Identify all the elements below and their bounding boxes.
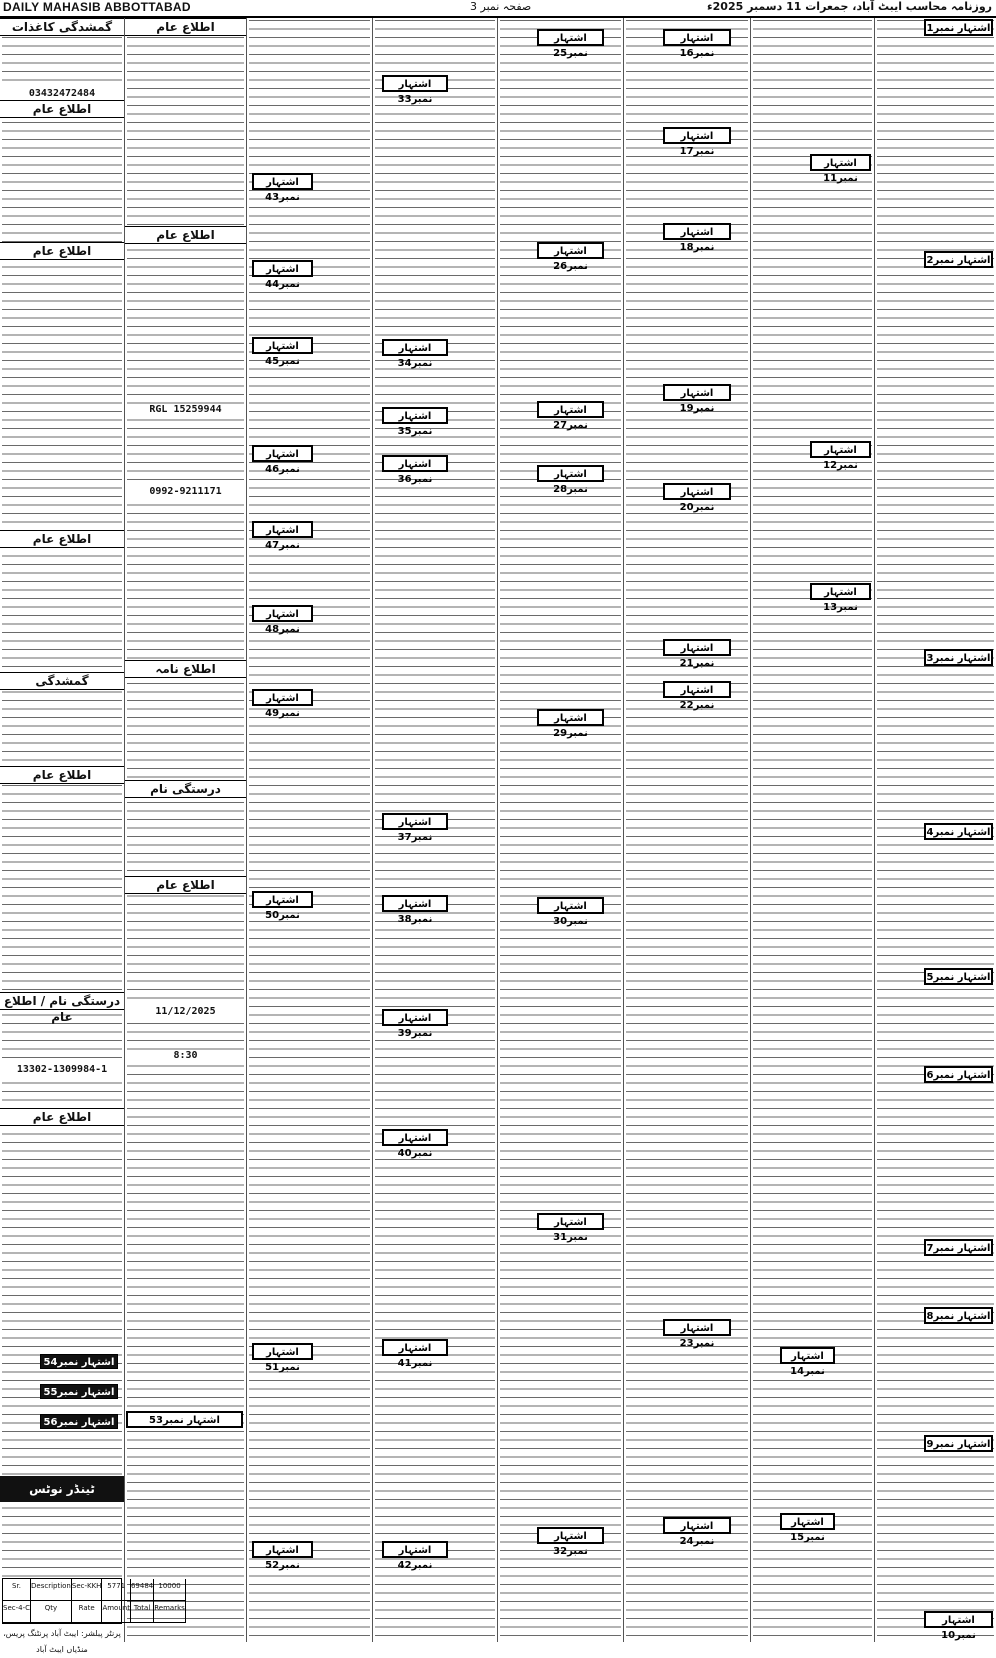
table-cell: Remarks [154,1601,186,1623]
ad-header-22: اشتہار نمبر22 [664,682,730,697]
ad-header-13: اشتہار نمبر13 [811,584,870,599]
reference-number: RGL 15259944 [125,404,246,418]
ad-header-35: اشتہار نمبر35 [383,408,447,423]
ad-header-30: اشتہار نمبر30 [538,898,603,913]
ad-header-9: اشتہار نمبر9 [925,1436,992,1451]
column-4 [497,18,623,1642]
notice-title-g: درستگی نام / اطلاع عام [0,992,124,1010]
ad-header-46: اشتہار نمبر46 [253,446,312,461]
table-cell: Qty [31,1601,72,1623]
ad-header-38: اشتہار نمبر38 [383,896,447,911]
ad-header-21: اشتہار نمبر21 [664,640,730,655]
text-lines [127,18,244,1642]
ad-header-2: اشتہار نمبر2 [925,252,992,267]
table-cell: Sec-KKH [72,1579,103,1601]
notice-title-h: اطلاع عام [0,1108,124,1126]
ad-header-31: اشتہار نمبر31 [538,1214,603,1229]
masthead [0,0,996,18]
column-5 [372,18,497,1642]
ad-header-18: اشتہار نمبر18 [664,224,730,239]
page-number: صفحہ نمبر 3 [470,0,532,13]
ad-header-3: اشتہار نمبر3 [925,650,992,665]
ad-header-37: اشتہار نمبر37 [383,814,447,829]
ad-header-50: اشتہار نمبر50 [253,892,312,907]
ad-header-26: اشتہار نمبر26 [538,243,603,258]
notice-title-a: گمشدگی کاغذات [0,18,124,36]
ad-header-41: اشتہار نمبر41 [383,1340,447,1355]
ad-header-24: اشتہار نمبر24 [664,1518,730,1533]
ad-header-45: اشتہار نمبر45 [253,338,312,353]
table-cell: 10000 [154,1579,186,1601]
ad-header-11: اشتہار نمبر11 [811,155,870,170]
ad-header-6: اشتہار نمبر6 [925,1067,992,1082]
ad-header-25: اشتہار نمبر25 [538,30,603,45]
ad-header-47: اشتہار نمبر47 [253,522,312,537]
notice-title-5: اطلاع عام [125,876,246,894]
table-cell: Description [31,1579,72,1601]
ad-header-12: اشتہار نمبر12 [811,442,870,457]
ad-header-28: اشتہار نمبر28 [538,466,603,481]
ad-header-17: اشتہار نمبر17 [664,128,730,143]
ad-header-7: اشتہار نمبر7 [925,1240,992,1255]
notice-title-4: درستگی نام [125,780,246,798]
publisher-footer: پرنٹر پبلشر: ایبٹ آباد پرنٹنگ پریس، منڈیاں ایبٹ آباد [2,1626,122,1642]
newspaper-name: DAILY MAHASIB ABBOTTABAD [3,0,191,14]
ad-header-23: اشتہار نمبر23 [664,1320,730,1335]
table-cell: Total [131,1601,154,1623]
ad-header-56: اشتہار نمبر56 [40,1414,118,1429]
ad-header-34: اشتہار نمبر34 [383,340,447,355]
tender-table [2,1578,185,1624]
ad-header-48: اشتہار نمبر48 [253,606,312,621]
ad-header-43: اشتہار نمبر43 [253,174,312,189]
hearing-date: 11/12/2025 [125,1006,246,1020]
ad-header-54: اشتہار نمبر54 [40,1354,118,1369]
column-1 [874,18,996,1642]
ad-header-8: اشتہار نمبر8 [925,1308,992,1323]
phone-number: 0992-9211171 [125,486,246,500]
issue-date: روزنامہ محاسب ایبٹ آباد، جمعرات 11 دسمبر 2025ء [707,0,992,13]
ad-header-15: اشتہار نمبر15 [781,1514,834,1529]
ad-header-40: اشتہار نمبر40 [383,1130,447,1145]
text-lines [753,18,872,1642]
ad-header-5: اشتہار نمبر5 [925,969,992,984]
ad-header-51: اشتہار نمبر51 [253,1344,312,1359]
ad-header-27: اشتہار نمبر27 [538,402,603,417]
ad-header-42: اشتہار نمبر42 [383,1542,447,1557]
table-cell: Sr. [3,1579,31,1601]
ad-header-49: اشتہار نمبر49 [253,690,312,705]
notice-title-2: اطلاع عام [125,226,246,244]
ad-header-19: اشتہار نمبر19 [664,385,730,400]
ad-header-39: اشتہار نمبر39 [383,1010,447,1025]
notice-title-e: گمشدگی [0,672,124,690]
ad-header-32: اشتہار نمبر32 [538,1528,603,1543]
ad-header-52: اشتہار نمبر52 [253,1542,312,1557]
table-cell: 69484 [131,1579,154,1601]
ad-header-29: اشتہار نمبر29 [538,710,603,725]
table-cell: Sec-4-C [3,1601,31,1623]
tender-notice-title: ٹینڈر نوٹس [0,1476,124,1502]
ad-header-36: اشتہار نمبر36 [383,456,447,471]
text-lines [375,18,495,1642]
notice-title-d: اطلاع عام [0,530,124,548]
cnic-number: 13302-1309984-1 [0,1064,124,1078]
ad-header-14: اشتہار نمبر14 [781,1348,834,1363]
ad-header-4: اشتہار نمبر4 [925,824,992,839]
column-3 [623,18,750,1642]
contact-phone: 03432472484 [0,88,124,102]
ad-header-16: اشتہار نمبر16 [664,30,730,45]
notice-title-1: اطلاع عام [125,18,246,36]
text-lines [626,18,748,1642]
ad-header-33: اشتہار نمبر33 [383,76,447,91]
hearing-time: 8:30 [125,1050,246,1064]
notice-title-f: اطلاع عام [0,766,124,784]
column-2 [750,18,874,1642]
notice-title-c: اطلاع عام [0,242,124,260]
notice-title-3: اطلاع نامہ [125,660,246,678]
table-cell: Amount [102,1601,131,1623]
ad-header-10: اشتہار نمبر10 [925,1612,992,1627]
ad-header-44: اشتہار نمبر44 [253,261,312,276]
ad-header-53: اشتہار نمبر53 [127,1412,242,1427]
ad-header-55: اشتہار نمبر55 [40,1384,118,1399]
table-cell: 5771 [102,1579,131,1601]
table-cell: Rate [72,1601,103,1623]
column-7 [124,18,246,1642]
notice-title-b: اطلاع عام [0,100,124,118]
ad-header-20: اشتہار نمبر20 [664,484,730,499]
ad-header-1: اشتہار نمبر1 [925,20,992,35]
